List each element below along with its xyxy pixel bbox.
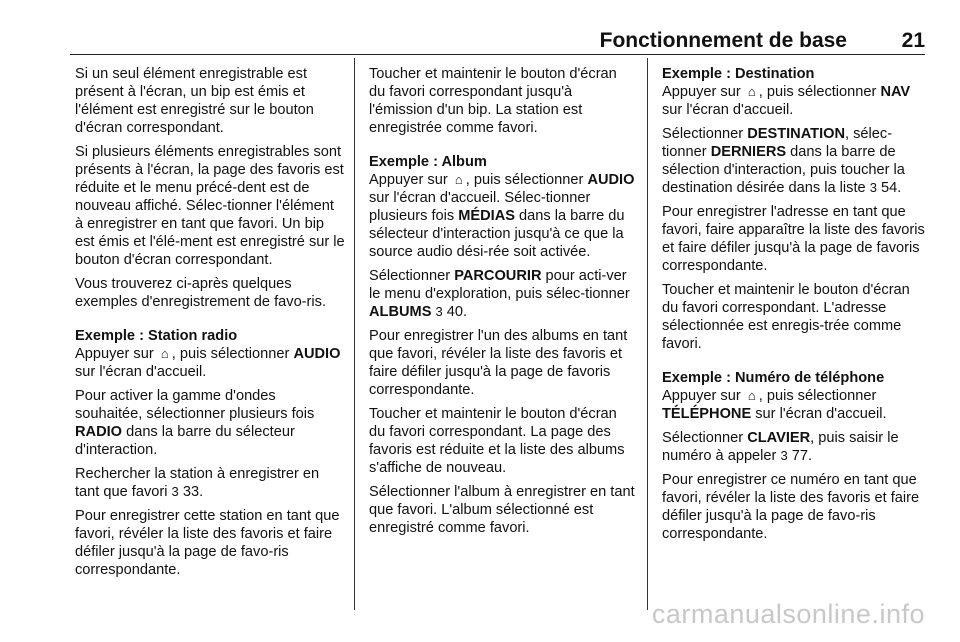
paragraph: Pour enregistrer ce numéro en tant que favori, révéler la liste des favoris et faire défiler jusqu'à la page de favo-ris correspondante. [662, 472, 920, 542]
page-ref: 40 [446, 304, 464, 320]
paragraph: Toucher et maintenir le bouton d'écran du favori correspondant. L'adresse sélectionnée est enregis-trée comme favori. [662, 282, 910, 352]
page-ref-icon: 3 [869, 180, 877, 195]
column-2 [369, 65, 635, 543]
home-icon: ⌂ [454, 172, 463, 187]
page-number: 21 [901, 29, 925, 52]
paragraph: Appuyer sur ⌂ , puis sélectionner AUDIO sur l'écran d'accueil. [75, 346, 341, 380]
paragraph: Appuyer sur ⌂ , puis sélectionner NAV sur l'écran d'accueil. [662, 84, 911, 118]
paragraph: Si plusieurs éléments enregistrables sont présents à l'écran, la page des favoris est réduite et le menu précé-dent est de nouveau affiché. Sélec-tionner l'élément à enregistrer en tant que favori. Un bip est émis et l'élé-ment est enregistré sur le bouton d'écran correspondant. [75, 144, 345, 268]
example-heading-album: Exemple : Album [369, 154, 487, 170]
home-icon: ⌂ [747, 84, 756, 99]
paragraph: Vous trouverez ci-après quelques exemples d'enregistrement de favo-ris. [75, 276, 326, 310]
page-ref-icon: 3 [171, 484, 179, 499]
column-1 [75, 65, 345, 585]
example-heading-phone: Exemple : Numéro de téléphone [662, 370, 885, 386]
paragraph: Pour enregistrer cette station en tant que favori, révéler la liste des favoris et faire défiler jusqu'à la page de favo-ris correspondante. [75, 508, 340, 578]
paragraph: Appuyer sur ⌂ , puis sélectionner AUDIO sur l'écran d'accueil. Sélec-tionner plusieurs fois MÉDIAS dans la barre du sélecteur d'interaction jusqu'à ce que la source audio dési-rée soit activée. [369, 172, 635, 260]
paragraph: Sélectionner DESTINATION, sélec-tionner DERNIERS dans la barre de sélection d'interaction, puis toucher la destination désirée dans la liste 3 54. [662, 126, 905, 196]
paragraph: Sélectionner PARCOURIR pour acti-ver le menu d'exploration, puis sélec-tionner ALBUMS 3 40. [369, 268, 630, 320]
page-ref-icon: 3 [780, 448, 788, 463]
home-icon: ⌂ [747, 388, 756, 403]
home-icon: ⌂ [160, 346, 169, 361]
page-ref: 33 [182, 484, 200, 500]
paragraph: Si un seul élément enregistrable est présent à l'écran, un bip est émis et l'élément est enregistré sur le bouton d'écran correspondant. [75, 66, 314, 136]
paragraph: Sélectionner l'album à enregistrer en tant que favori. L'album sélectionné est enregistré comme favori. [369, 484, 635, 536]
page-title: Fonctionnement de base [599, 29, 847, 52]
example-heading-destination: Exemple : Destination [662, 66, 815, 82]
watermark: carmanualsonline.info [651, 599, 925, 629]
paragraph: Toucher et maintenir le bouton d'écran du favori correspondant jusqu'à l'émission d'un bip. La station est enregistrée comme favori. [369, 66, 617, 136]
paragraph: Pour enregistrer l'adresse en tant que favori, faire apparaître la liste des favoris et faire défiler jusqu'à la page de favoris correspondante. [662, 204, 925, 274]
paragraph: Appuyer sur ⌂ , puis sélectionner TÉLÉPHONE sur l'écran d'accueil. [662, 388, 887, 422]
column-divider-1 [354, 58, 355, 610]
header-rule [70, 54, 925, 55]
paragraph: Toucher et maintenir le bouton d'écran du favori correspondant. La page des favoris est réduite et la liste des albums s'affiche de nouveau. [369, 406, 625, 476]
page-ref: 54 [880, 180, 898, 196]
paragraph: Rechercher la station à enregistrer en tant que favori 3 33. [75, 466, 320, 500]
page-ref-icon: 3 [435, 304, 443, 319]
paragraph: Sélectionner CLAVIER, puis saisir le numéro à appeler 3 77. [662, 430, 899, 464]
example-heading-radio: Exemple : Station radio [75, 328, 238, 344]
paragraph: Pour enregistrer l'un des albums en tant que favori, révéler la liste des favoris et faire défiler jusqu'à la page de favoris correspondante. [369, 328, 628, 398]
column-divider-2 [647, 58, 648, 610]
page-ref: 77 [791, 448, 808, 464]
column-3 [662, 65, 928, 549]
paragraph: Pour activer la gamme d'ondes souhaitée, sélectionner plusieurs fois RADIO dans la barre du sélecteur d'interaction. [75, 388, 315, 458]
